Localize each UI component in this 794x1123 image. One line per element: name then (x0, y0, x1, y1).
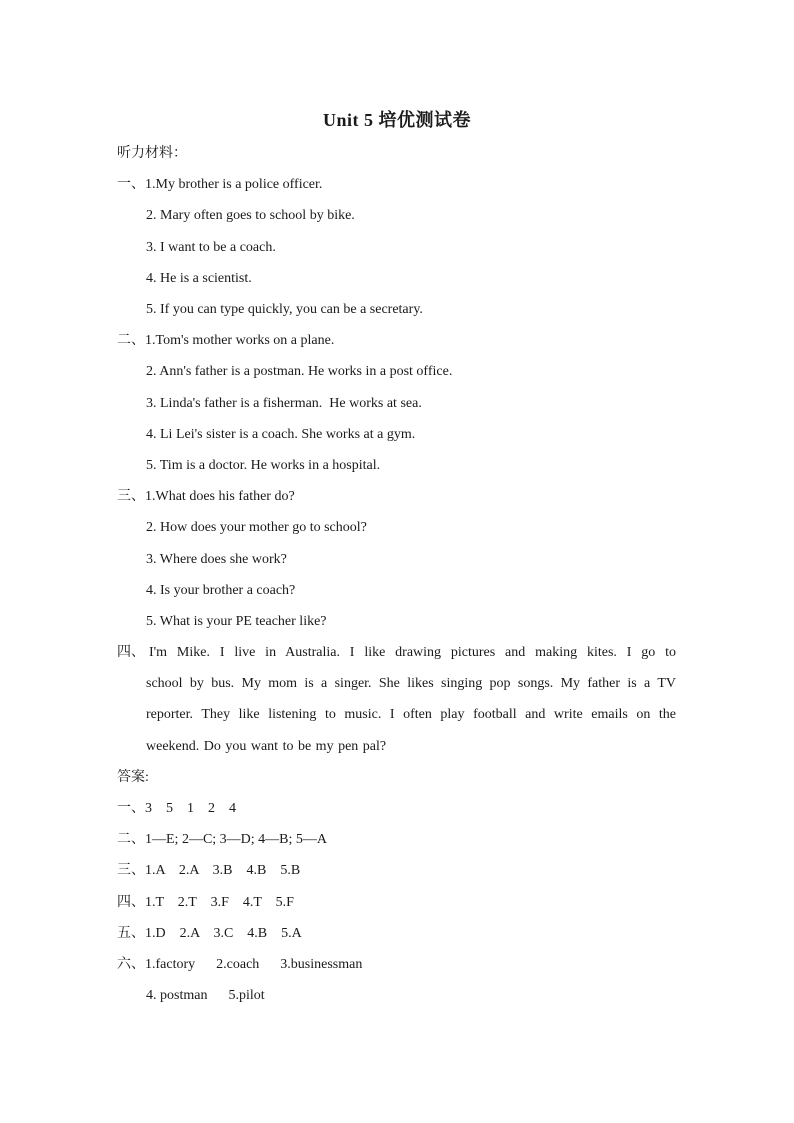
list-item: 2. How does your mother go to school? (146, 520, 367, 535)
list-item: 2. Ann's father is a postman. He works in a post office. (146, 364, 453, 379)
answer-row-6-continued: 4. postman 5.pilot (146, 988, 265, 1003)
listening-section-4 (117, 643, 145, 663)
section-marker: 二、 (117, 832, 145, 847)
list-item: 4. Li Lei's sister is a coach. She works at a gym. (146, 427, 416, 442)
list-item: 2. Mary often goes to school by bike. (146, 208, 355, 223)
listening-section-3 (117, 487, 295, 507)
answer-row-3 (117, 861, 300, 881)
page-title: Unit 5 培优测试卷 (322, 110, 471, 130)
section-marker: 三、 (117, 863, 145, 878)
answer-row-6 (117, 955, 362, 975)
answer-text: 1—E; 2—C; 3—D; 4—B; 5—A (145, 832, 328, 847)
answer-text: 3 5 1 2 4 (145, 801, 236, 816)
listening-section-1 (117, 175, 322, 195)
answer-row-1 (117, 799, 236, 819)
list-item: 3. I want to be a coach. (146, 240, 276, 255)
section-marker: 三、 (117, 489, 145, 504)
answer-row-4 (117, 893, 294, 913)
answer-row-5 (117, 924, 302, 944)
list-item: 5. Tim is a doctor. He works in a hospital. (146, 458, 381, 473)
list-item: 5. If you can type quickly, you can be a secretary. (146, 302, 423, 317)
answer-text: 1.factory 2.coach 3.businessman (145, 957, 363, 972)
section-marker: 四、 (117, 895, 145, 910)
section-marker: 二、 (117, 333, 145, 348)
listening-section-2 (117, 331, 334, 351)
list-item: 3. Linda's father is a fisherman. He works at sea. (146, 396, 422, 411)
section-marker: 一、 (117, 801, 145, 816)
list-item: 1.What does his father do? (145, 489, 295, 504)
section-marker: 四、 (117, 645, 145, 660)
section-marker: 一、 (117, 177, 145, 192)
answer-text: 1.T 2.T 3.F 4.T 5.F (145, 895, 294, 910)
passage-text: school by bus. My mom is a singer. She likes singing pop songs. My father is a TV reporter. They like listening to music. I often play football and write emails on the weekend. Do you want to be my pen pal? (146, 676, 676, 754)
list-item: 1.My brother is a police officer. (145, 177, 323, 192)
passage-first-line: I'm Mike. I live in Australia. I like drawing pictures and making kites. I go to (149, 645, 676, 660)
section-marker: 五、 (117, 926, 145, 941)
answer-row-2 (117, 830, 327, 850)
answers-heading: 答案: (117, 770, 149, 785)
answer-text: 1.D 2.A 3.C 4.B 5.A (145, 926, 302, 941)
list-item: 4. He is a scientist. (146, 271, 252, 286)
list-item: 3. Where does she work? (146, 552, 287, 567)
list-item: 4. Is your brother a coach? (146, 583, 296, 598)
listening-heading: 听力材料： (117, 146, 187, 161)
section-marker: 六、 (117, 957, 145, 972)
answer-text: 1.A 2.A 3.B 4.B 5.B (145, 863, 301, 878)
list-item: 5. What is your PE teacher like? (146, 614, 327, 629)
list-item: 1.Tom's mother works on a plane. (145, 333, 335, 348)
